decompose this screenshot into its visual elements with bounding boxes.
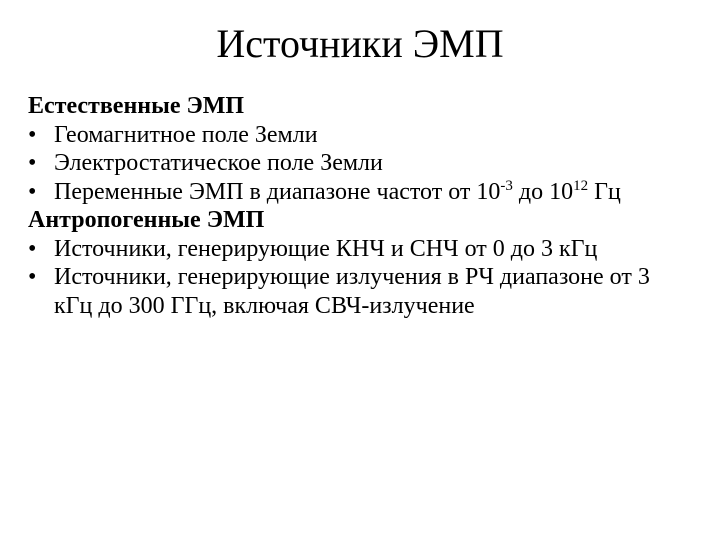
bullet-text-part: Переменные ЭМП в диапазоне частот от 10 xyxy=(54,178,501,205)
bullet-item-frequency-range xyxy=(28,178,668,207)
bullet-item-elf-vlf-sources xyxy=(28,235,668,264)
bullet-icon: • xyxy=(28,235,37,262)
bullet-text: Источники, генерирующие излучения в РЧ диапазоне от 3 кГц до 300 ГГц, включая СВЧ-излучение xyxy=(54,264,650,319)
bullet-text: Источники, генерирующие КНЧ и СНЧ от 0 до 3 кГц xyxy=(54,235,598,262)
bullet-text-part: Гц xyxy=(588,178,621,205)
bullet-item-electrostatic xyxy=(28,149,668,178)
slide-body xyxy=(28,92,668,320)
slide-title: Источники ЭМП xyxy=(216,21,504,66)
exponent-lower: -3 xyxy=(500,177,513,194)
anthropogenic-emf-heading: Антропогенные ЭМП xyxy=(28,207,265,233)
bullet-icon: • xyxy=(28,150,37,176)
bullet-icon: • xyxy=(28,264,37,290)
bullet-icon: • xyxy=(28,178,37,205)
bullet-text: Геомагнитное поле Земли xyxy=(54,121,318,148)
exponent-upper: 12 xyxy=(573,177,589,194)
bullet-item-rf-sources xyxy=(28,263,668,320)
natural-emf-heading: Естественные ЭМП xyxy=(28,93,245,119)
bullet-text-part: до 10 xyxy=(512,178,574,205)
bullet-icon: • xyxy=(28,121,37,148)
bullet-text: Электростатическое поле Земли xyxy=(54,150,383,176)
bullet-item-geomagnetic xyxy=(28,121,668,150)
